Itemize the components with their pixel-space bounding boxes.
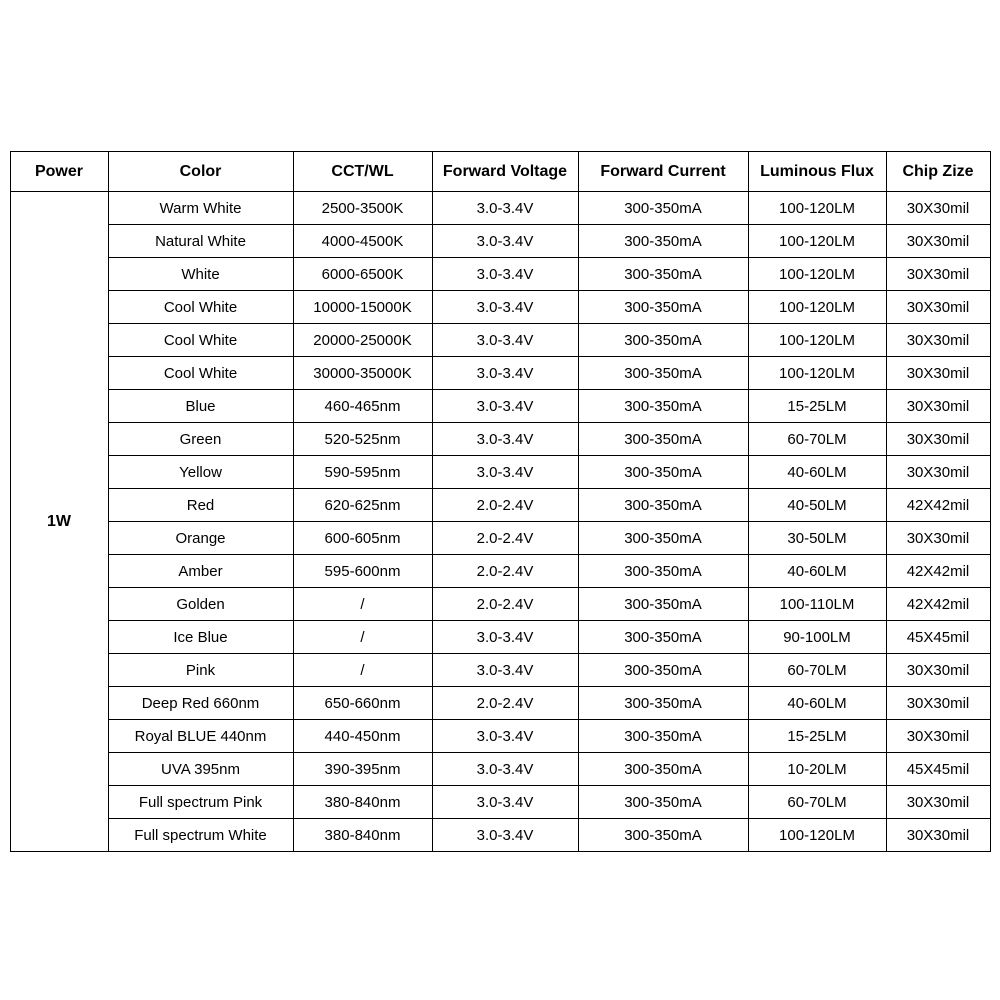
cell-forward-voltage: 3.0-3.4V [432,720,578,753]
cell-color: UVA 395nm [108,753,293,786]
cell-chip-size: 30X30mil [886,225,990,258]
cell-color: Yellow [108,456,293,489]
cell-cct-wl: 650-660nm [293,687,432,720]
cell-luminous-flux: 10-20LM [748,753,886,786]
cell-chip-size: 30X30mil [886,423,990,456]
cell-luminous-flux: 100-120LM [748,225,886,258]
cell-forward-voltage: 3.0-3.4V [432,423,578,456]
column-header-luminous-flux: Luminous Flux [748,152,886,192]
cell-luminous-flux: 15-25LM [748,390,886,423]
table-row [10,654,990,687]
column-header-forward-current: Forward Current [578,152,748,192]
cell-chip-size: 30X30mil [886,786,990,819]
cell-chip-size: 30X30mil [886,192,990,225]
cell-chip-size: 42X42mil [886,588,990,621]
cell-luminous-flux: 60-70LM [748,423,886,456]
cell-luminous-flux: 40-60LM [748,456,886,489]
cell-forward-current: 300-350mA [578,753,748,786]
cell-cct-wl: 520-525nm [293,423,432,456]
cell-forward-current: 300-350mA [578,786,748,819]
table-row [10,225,990,258]
cell-color: Natural White [108,225,293,258]
cell-cct-wl: 380-840nm [293,819,432,852]
cell-color: Full spectrum Pink [108,786,293,819]
table-row [10,555,990,588]
cell-color: Full spectrum White [108,819,293,852]
cell-forward-current: 300-350mA [578,192,748,225]
table-row [10,720,990,753]
cell-cct-wl: 380-840nm [293,786,432,819]
power-group-cell: 1W [10,192,108,852]
cell-color: Red [108,489,293,522]
cell-cct-wl: 620-625nm [293,489,432,522]
cell-color: Golden [108,588,293,621]
cell-forward-voltage: 3.0-3.4V [432,819,578,852]
cell-chip-size: 42X42mil [886,489,990,522]
cell-cct-wl: 4000-4500K [293,225,432,258]
table-row [10,192,990,225]
table-row [10,324,990,357]
table-row [10,786,990,819]
cell-forward-current: 300-350mA [578,423,748,456]
cell-cct-wl: / [293,654,432,687]
cell-chip-size: 30X30mil [886,522,990,555]
table-header [10,152,990,192]
cell-forward-voltage: 3.0-3.4V [432,654,578,687]
cell-forward-voltage: 3.0-3.4V [432,786,578,819]
cell-chip-size: 30X30mil [886,654,990,687]
table-row [10,621,990,654]
cell-forward-voltage: 3.0-3.4V [432,225,578,258]
cell-color: Royal BLUE 440nm [108,720,293,753]
column-header-forward-voltage: Forward Voltage [432,152,578,192]
table-row [10,522,990,555]
column-header-power: Power [10,152,108,192]
cell-forward-voltage: 3.0-3.4V [432,621,578,654]
table-row [10,423,990,456]
cell-luminous-flux: 100-120LM [748,324,886,357]
cell-forward-voltage: 3.0-3.4V [432,324,578,357]
table-row [10,753,990,786]
cell-forward-current: 300-350mA [578,819,748,852]
cell-forward-current: 300-350mA [578,687,748,720]
cell-forward-current: 300-350mA [578,456,748,489]
cell-forward-voltage: 3.0-3.4V [432,456,578,489]
cell-forward-current: 300-350mA [578,324,748,357]
cell-forward-current: 300-350mA [578,720,748,753]
cell-forward-voltage: 2.0-2.4V [432,687,578,720]
cell-forward-voltage: 3.0-3.4V [432,357,578,390]
cell-forward-voltage: 2.0-2.4V [432,588,578,621]
cell-cct-wl: / [293,588,432,621]
table-row [10,489,990,522]
table-row [10,258,990,291]
table-body [10,192,990,852]
cell-cct-wl: 460-465nm [293,390,432,423]
table-row [10,390,990,423]
cell-cct-wl: 600-605nm [293,522,432,555]
cell-forward-voltage: 2.0-2.4V [432,555,578,588]
cell-forward-voltage: 3.0-3.4V [432,390,578,423]
cell-cct-wl: 595-600nm [293,555,432,588]
cell-cct-wl: / [293,621,432,654]
cell-color: Deep Red 660nm [108,687,293,720]
table-row [10,357,990,390]
cell-cct-wl: 30000-35000K [293,357,432,390]
cell-chip-size: 30X30mil [886,291,990,324]
cell-forward-voltage: 2.0-2.4V [432,522,578,555]
cell-forward-current: 300-350mA [578,291,748,324]
cell-color: Amber [108,555,293,588]
cell-chip-size: 45X45mil [886,621,990,654]
cell-cct-wl: 440-450nm [293,720,432,753]
cell-color: Orange [108,522,293,555]
table-row [10,291,990,324]
cell-forward-current: 300-350mA [578,588,748,621]
cell-color: Ice Blue [108,621,293,654]
cell-forward-voltage: 3.0-3.4V [432,291,578,324]
cell-chip-size: 30X30mil [886,324,990,357]
cell-cct-wl: 390-395nm [293,753,432,786]
cell-luminous-flux: 40-50LM [748,489,886,522]
cell-forward-current: 300-350mA [578,621,748,654]
table-row [10,456,990,489]
cell-forward-current: 300-350mA [578,225,748,258]
cell-forward-current: 300-350mA [578,654,748,687]
cell-cct-wl: 590-595nm [293,456,432,489]
cell-forward-voltage: 3.0-3.4V [432,753,578,786]
cell-luminous-flux: 40-60LM [748,687,886,720]
cell-chip-size: 42X42mil [886,555,990,588]
cell-chip-size: 30X30mil [886,258,990,291]
cell-chip-size: 30X30mil [886,390,990,423]
cell-chip-size: 30X30mil [886,687,990,720]
cell-forward-current: 300-350mA [578,555,748,588]
cell-cct-wl: 2500-3500K [293,192,432,225]
cell-luminous-flux: 100-120LM [748,258,886,291]
cell-color: Pink [108,654,293,687]
cell-luminous-flux: 30-50LM [748,522,886,555]
cell-color: Warm White [108,192,293,225]
cell-forward-current: 300-350mA [578,258,748,291]
column-header-color: Color [108,152,293,192]
cell-luminous-flux: 90-100LM [748,621,886,654]
cell-luminous-flux: 15-25LM [748,720,886,753]
cell-forward-voltage: 3.0-3.4V [432,258,578,291]
cell-luminous-flux: 40-60LM [748,555,886,588]
cell-forward-current: 300-350mA [578,489,748,522]
cell-chip-size: 30X30mil [886,357,990,390]
led-spec-table [10,151,991,852]
cell-luminous-flux: 100-120LM [748,192,886,225]
cell-color: Green [108,423,293,456]
cell-forward-voltage: 2.0-2.4V [432,489,578,522]
cell-chip-size: 30X30mil [886,456,990,489]
cell-luminous-flux: 100-120LM [748,357,886,390]
column-header-cct-wl: CCT/WL [293,152,432,192]
cell-forward-current: 300-350mA [578,390,748,423]
cell-color: White [108,258,293,291]
cell-luminous-flux: 60-70LM [748,654,886,687]
cell-chip-size: 30X30mil [886,819,990,852]
cell-forward-current: 300-350mA [578,522,748,555]
column-header-chip-zize: Chip Zize [886,152,990,192]
header-row [10,152,990,192]
cell-luminous-flux: 100-120LM [748,291,886,324]
cell-forward-voltage: 3.0-3.4V [432,192,578,225]
table-row [10,588,990,621]
cell-color: Cool White [108,291,293,324]
cell-luminous-flux: 100-110LM [748,588,886,621]
cell-color: Cool White [108,357,293,390]
cell-luminous-flux: 60-70LM [748,786,886,819]
cell-chip-size: 45X45mil [886,753,990,786]
cell-color: Cool White [108,324,293,357]
cell-forward-current: 300-350mA [578,357,748,390]
cell-luminous-flux: 100-120LM [748,819,886,852]
cell-cct-wl: 20000-25000K [293,324,432,357]
table-row [10,687,990,720]
cell-color: Blue [108,390,293,423]
cell-cct-wl: 10000-15000K [293,291,432,324]
table-row [10,819,990,852]
cell-chip-size: 30X30mil [886,720,990,753]
cell-cct-wl: 6000-6500K [293,258,432,291]
